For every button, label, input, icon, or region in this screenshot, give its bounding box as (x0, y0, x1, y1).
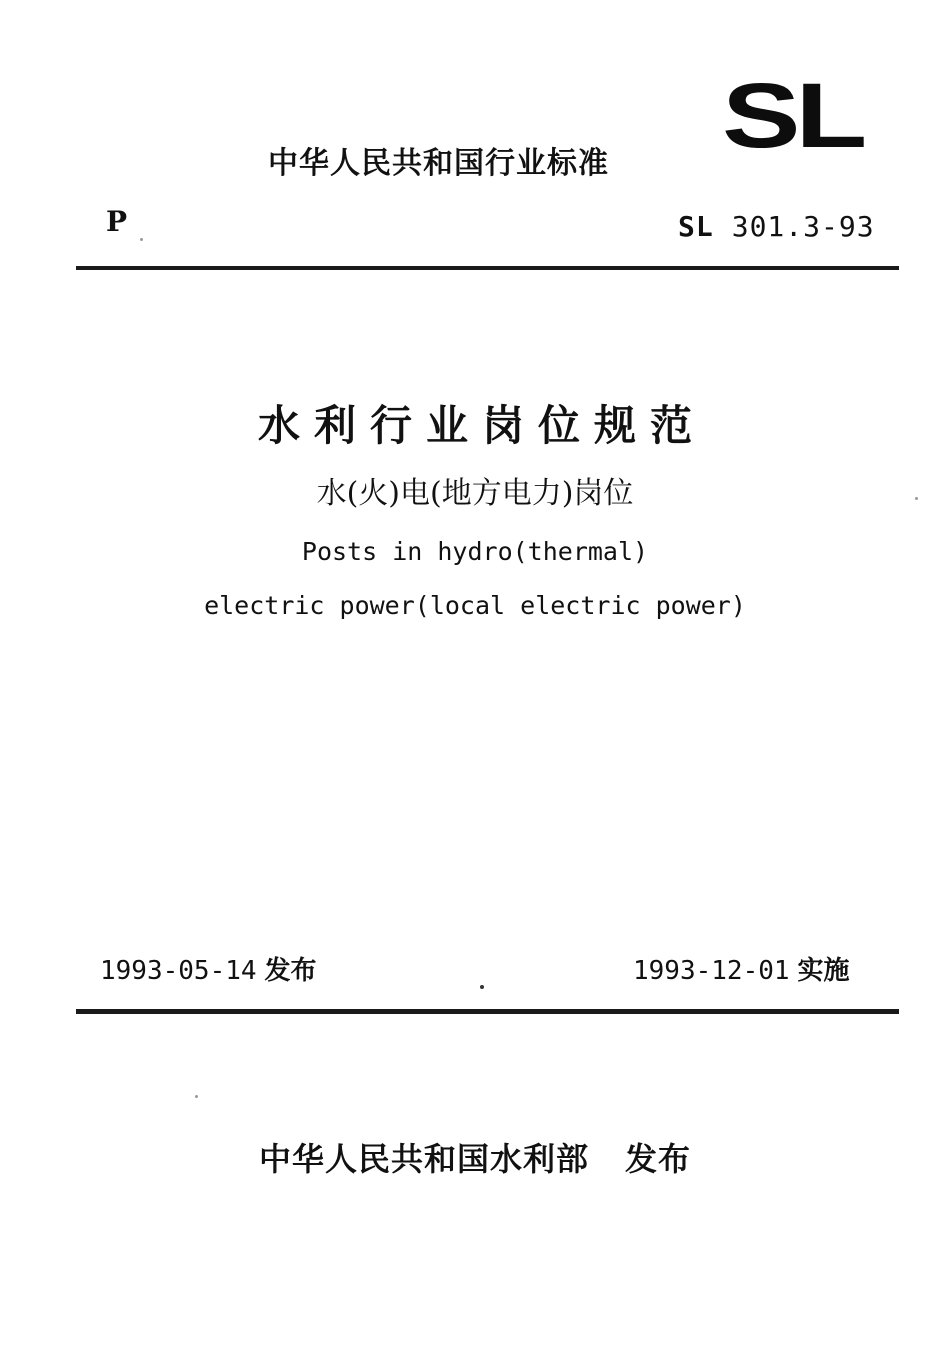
implementation-date-value: 1993-12-01 (633, 956, 790, 986)
implementation-date (633, 950, 850, 987)
document-title-en-line2: electric power(local electric power) (204, 591, 746, 620)
document-subtitle-cn: 水(火)电(地方电力)岗位 (316, 476, 634, 511)
issue-date-value: 1993-05-14 (100, 956, 257, 986)
sl-logo: SL (722, 65, 863, 167)
scan-speck (915, 497, 918, 500)
publisher (0, 1134, 950, 1180)
standard-number (678, 210, 875, 243)
scan-speck (140, 238, 143, 241)
scan-speck (195, 1095, 198, 1098)
publisher-verb: 发布 (625, 1140, 692, 1178)
standard-number-prefix: SL (678, 210, 714, 243)
issue-date (100, 950, 317, 987)
implementation-date-label: 实施 (797, 956, 850, 986)
scan-speck (480, 985, 484, 989)
bottom-divider (76, 1009, 899, 1014)
issue-date-label: 发布 (264, 956, 317, 986)
document-title-cn: 水利行业岗位规范 (257, 401, 706, 450)
standard-type: 中华人民共和国行业标准 (268, 146, 609, 181)
publisher-name: 中华人民共和国水利部 (258, 1140, 589, 1178)
category-code: P (106, 205, 128, 238)
document-title-en-line1: Posts in hydro(thermal) (301, 537, 649, 566)
top-divider (76, 266, 899, 270)
standard-number-value: 301.3-93 (731, 210, 875, 243)
